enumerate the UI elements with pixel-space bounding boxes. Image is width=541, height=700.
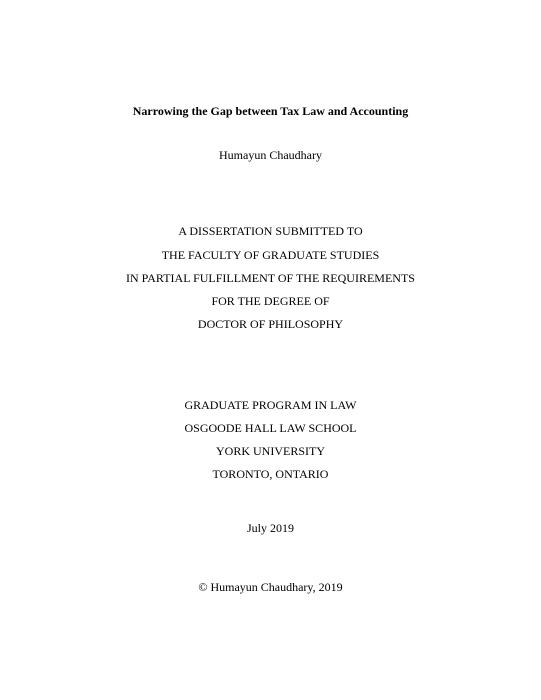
dissertation-title: Narrowing the Gap between Tax Law and Accounting — [132, 104, 409, 118]
university-name: YORK UNIVERSITY — [216, 444, 325, 458]
location: TORONTO, ONTARIO — [212, 467, 329, 481]
submission-line-3: IN PARTIAL FULFILLMENT OF THE REQUIREMENTS — [126, 271, 415, 285]
copyright-notice: © Humayun Chaudhary, 2019 — [198, 580, 343, 594]
submission-line-1: A DISSERTATION SUBMITTED TO — [178, 224, 363, 238]
submission-line-5: DOCTOR OF PHILOSOPHY — [197, 317, 344, 331]
submission-line-4: FOR THE DEGREE OF — [211, 294, 330, 308]
program-name: GRADUATE PROGRAM IN LAW — [184, 398, 357, 412]
submission-line-2: THE FACULTY OF GRADUATE STUDIES — [161, 248, 380, 262]
submission-date: July 2019 — [246, 521, 294, 535]
school-name: OSGOODE HALL LAW SCHOOL — [184, 421, 357, 435]
author-name: Humayun Chaudhary — [219, 148, 322, 162]
